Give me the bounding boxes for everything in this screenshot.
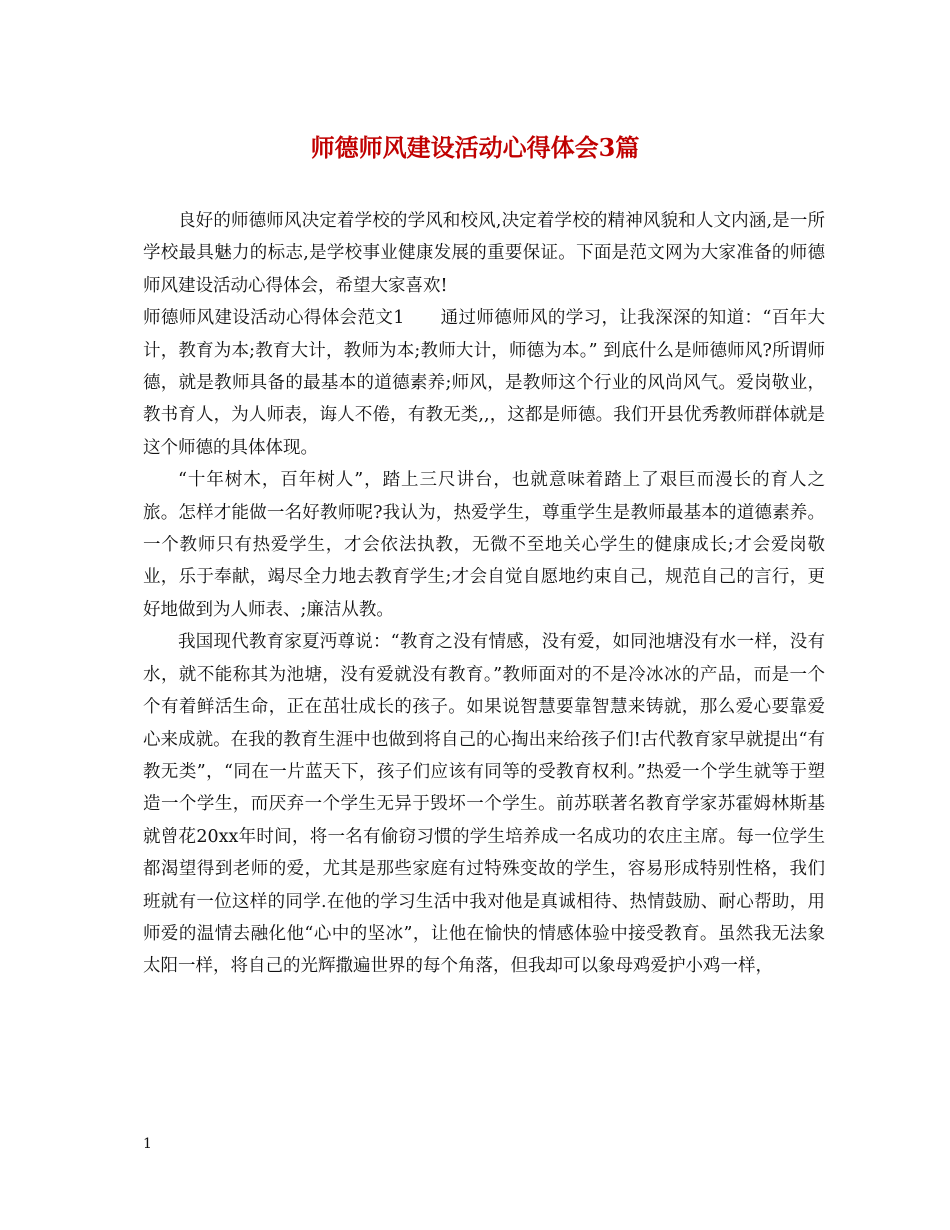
- paragraph-teacher-love: “十年树木，百年树人”，踏上三尺讲台，也就意味着踏上了艰巨而漫长的育人之旅。怎样才能做一名好教师呢?我认为，热爱学生，尊重学生是教师最基本的道德素养。一个教师只有热爱学生，才会依法执教，无微不至地关心学生的健康成长;才会爱岗敬业，乐于奉献，竭尽全力地去教育学生;才会自觉自愿地约束自己，规范自己的言行，更好地做到为人师表、;廉洁从教。: [143, 470, 825, 620]
- paragraph-education-love: 我国现代教育家夏沔尊说：“教育之没有情感，没有爱，如同池塘没有水一样，没有水，就不能称其为池塘，没有爱就没有教育。”教师面对的不是冷冰冰的产品，而是一个个有着鲜活生命，正在茁壮成长的孩子。如果说智慧要靠智慧来铸就，那么爱心要靠爱心来成就。在我的教育生涯中也做到将自己的心掏出来给孩子们!古代教育家早就提出“有教无类”，“同在一片蓝天下，孩子们应该有同等的受教育权利。”热爱一个学生就等于塑造一个学生，而厌弃一个学生无异于毁坏一个学生。前苏联著名教育学家苏霍姆林斯基就曾花20xx年时间，将一名有偷窃习惯的学生培养成一名成功的农庄主席。每一位学生都渴望得到老师的爱，尤其是那些家庭有过特殊变故的学生，容易形成特别性格，我们班就有一位这样的同学.在他的学习生活中我对他是真诚相待、热情鼓励、耐心帮助，用师爱的温情去融化他“心中的坚冰”，让他在愉快的情感体验中接受教育。虽然我无法象太阳一样，将自己的光辉撒遍世界的每个角落，但我却可以象母鸡爱护小鸡一样，: [143, 632, 825, 977]
- document-body: [143, 205, 825, 983]
- paragraph-essay-1-opening: 师德师风建设活动心得体会范文1 通过师德师风的学习，让我深深的知道：“百年大计，教育为本;教育大计，教师为本;教师大计，师德为本。” 到底什么是师德师风?所谓师德，就是教师具备的最基本的道德素养;师风，是教师这个行业的风尚风气。爱岗敬业，教书育人，为人师表，诲人不倦，有教无类,,，这都是师德。我们开县优秀教师群体就是这个师德的具体体现。: [143, 308, 825, 458]
- paragraph-intro: 良好的师德师风决定着学校的学风和校风,决定着学校的精神风貌和人文内涵,是一所学校最具魅力的标志,是学校事业健康发展的重要保证。下面是范文网为大家准备的师德师风建设活动心得体会，希望大家喜欢!: [143, 211, 825, 296]
- document-title: 师德师风建设活动心得体会3篇: [310, 133, 640, 162]
- page-number: 1: [143, 1136, 152, 1152]
